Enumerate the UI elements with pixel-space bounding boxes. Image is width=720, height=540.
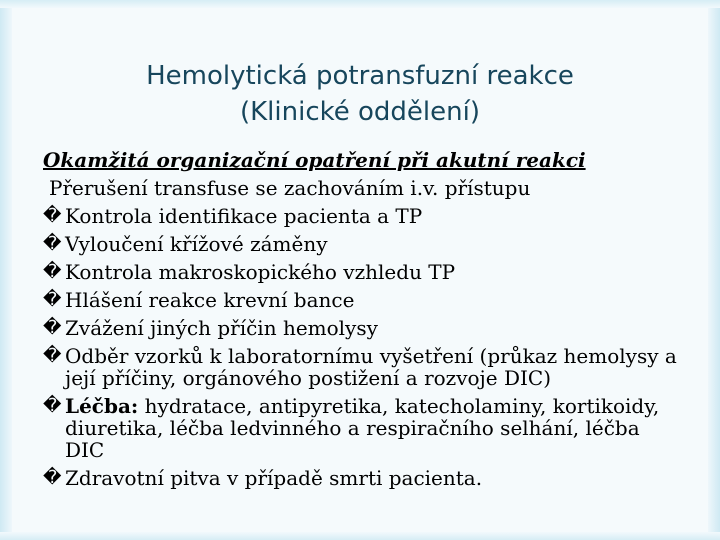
slide-title-line-2: (Klinické oddělení) xyxy=(239,97,480,127)
list-item-text: Hlášení reakce krevní bance xyxy=(65,288,355,312)
slide-title xyxy=(40,58,680,130)
bullet-icon: � xyxy=(43,467,62,488)
list-item xyxy=(43,314,683,342)
list-item-text: Kontrola identifikace pacienta a TP xyxy=(65,204,423,228)
bullet-icon: � xyxy=(43,261,62,282)
intro-line: Přerušení transfuse se zachováním i.v. přístupu xyxy=(49,176,531,200)
list-item xyxy=(43,464,683,492)
bullet-icon: � xyxy=(43,345,62,366)
list-item xyxy=(43,392,683,464)
list-item-text xyxy=(65,392,683,464)
bullet-icon: � xyxy=(43,233,62,254)
list-item-lead: Léčba: xyxy=(65,394,139,418)
list-item-text: Odběr vzorků k laboratornímu vyšetření (průkaz hemolysy a její příčiny, orgánového postižení a rozvoje DIC) xyxy=(65,344,677,390)
slide-title-line-1: Hemolytická potransfuzní reakce xyxy=(146,61,574,91)
bullet-icon: � xyxy=(43,205,62,226)
slide-frame-left xyxy=(0,0,12,540)
bullet-icon: � xyxy=(43,289,62,310)
slide-body xyxy=(43,146,683,492)
list-item-text: Vyloučení křížové záměny xyxy=(65,232,328,256)
slide-frame-bottom xyxy=(0,532,720,540)
list-item-text: Zvážení jiných příčin hemolysy xyxy=(65,316,378,340)
list-item xyxy=(43,286,683,314)
list-item xyxy=(43,230,683,258)
slide-frame-top xyxy=(0,0,720,8)
slide-frame-right xyxy=(708,0,720,540)
list-item-text: Kontrola makroskopického vzhledu TP xyxy=(65,260,456,284)
section-heading: Okamžitá organizační opatření při akutní reakci xyxy=(43,148,586,172)
list-item xyxy=(43,202,683,230)
list-item xyxy=(43,258,683,286)
list-item xyxy=(43,342,683,392)
bullet-icon: � xyxy=(43,317,62,338)
list-item-rest: hydratace, antipyretika, katecholaminy, kortikoidy, diuretika, léčba ledvinného a respiračního selhání, léčba DIC xyxy=(65,394,660,462)
list-item-text: Zdravotní pitva v případě smrti pacienta. xyxy=(65,466,483,490)
bullet-icon: � xyxy=(43,395,62,416)
